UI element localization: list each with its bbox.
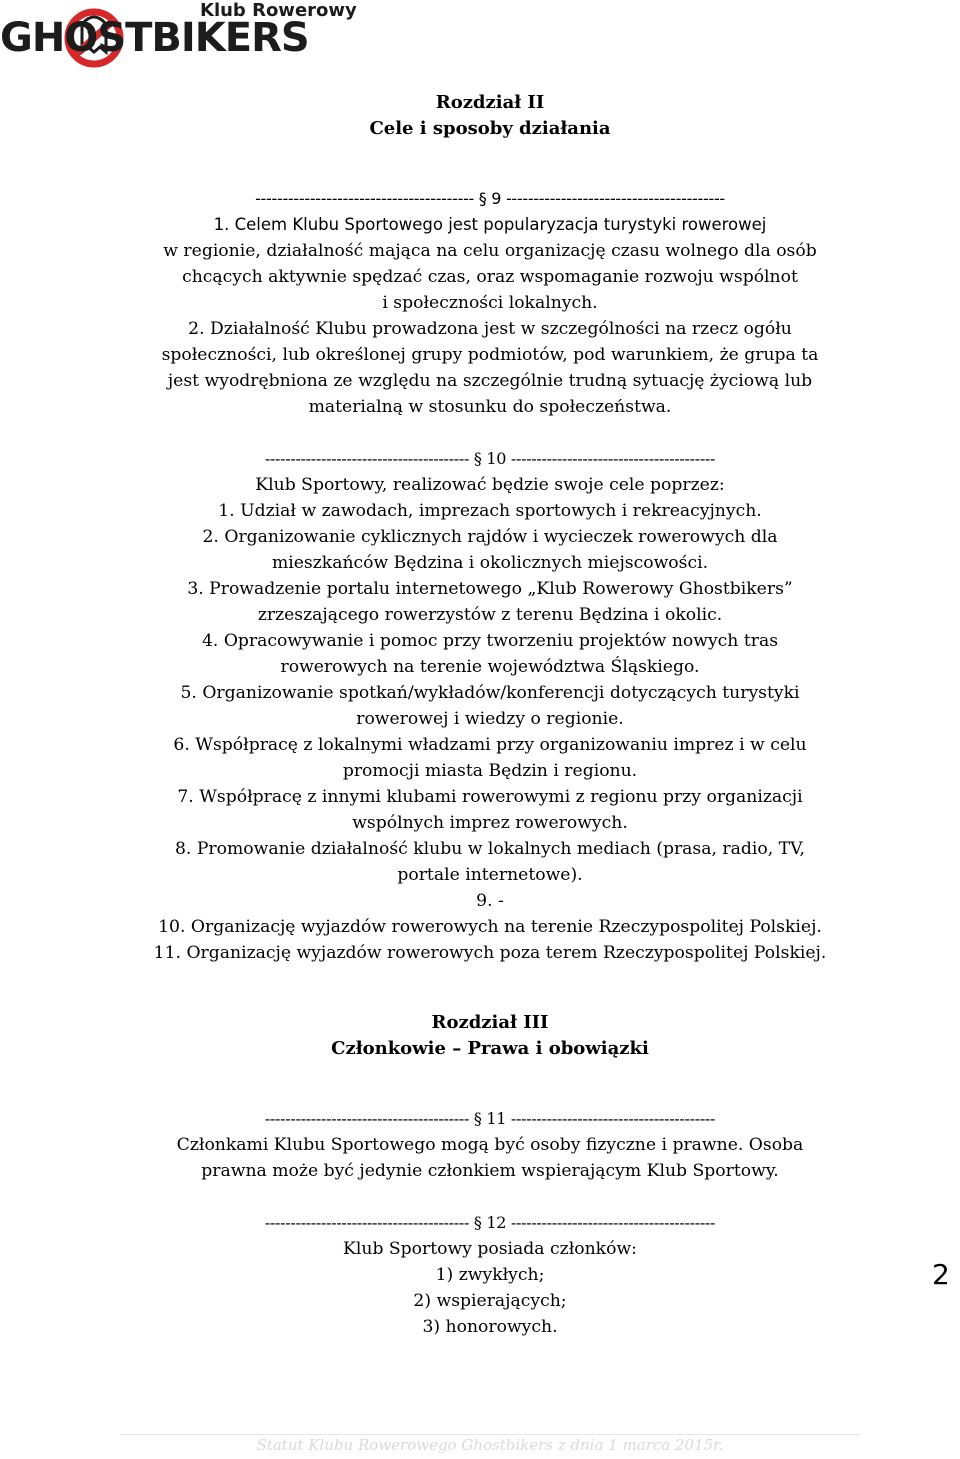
s10-line: 11. Organizację wyjazdów rowerowych poza terem Rzeczypospolitej Polskiej. [153, 943, 827, 963]
s10-line: 1. Udział w zawodach, imprezach sportowych i rekreacyjnych. [218, 501, 762, 521]
s10-line: portale internetowe). [397, 865, 583, 885]
s10-line: 3. Prowadzenie portalu internetowego „Klub Rowerowy Ghostbikers” [187, 579, 793, 599]
s9-p2-line: społeczności, lub określonej grupy podmiotów, pod warunkiem, że grupa ta [161, 345, 819, 365]
s9-p1-line: chcących aktywnie spędzać czas, oraz wspomaganie rozwoju wspólnot [182, 267, 798, 287]
s10-line: mieszkańców Będzina i okolicznych miejscowości. [271, 553, 709, 573]
s9-p1-line: 1. Celem Klubu Sportowego jest popularyzacja turystyki rowerowej [213, 215, 767, 234]
chapter-3-subtitle: Członkowie – Prawa i obowiązki [331, 1038, 649, 1059]
s12-line: Klub Sportowy posiada członków: [343, 1239, 637, 1259]
section-9-separator: ---------------------------------------- § 9 ---------------------------------------- [255, 189, 725, 208]
logo-wordmark: GHOSTBIKERS [0, 15, 309, 61]
s10-line: 6. Współpracę z lokalnymi władzami przy organizowaniu imprez i w celu [173, 735, 807, 755]
s10-line: Klub Sportowy, realizować będzie swoje cele poprzez: [255, 475, 725, 495]
chapter-2-subtitle: Cele i sposoby działania [369, 118, 611, 139]
s10-line: zrzeszającego rowerzystów z terenu Będzina i okolic. [257, 605, 723, 625]
s11-line: prawna może być jedynie członkiem wspierającym Klub Sportowy. [201, 1161, 779, 1181]
section-10-separator: ---------------------------------------- § 10 ---------------------------------------- [264, 449, 716, 468]
s10-line: rowerowej i wiedzy o regionie. [356, 709, 624, 729]
footer-divider [120, 1434, 860, 1435]
s10-line: rowerowych na terenie województwa Śląskiego. [280, 657, 700, 677]
s12-line: 3) honorowych. [422, 1317, 558, 1337]
s10-line: 9. - [476, 891, 504, 911]
s9-p1-line: w regionie, działalność mająca na celu organizację czasu wolnego dla osób [163, 241, 817, 261]
chapter-2-title: Rozdział II [435, 92, 545, 113]
s10-line: 10. Organizację wyjazdów rowerowych na terenie Rzeczypospolitej Polskiej. [158, 917, 822, 937]
section-11-separator: ---------------------------------------- § 11 ---------------------------------------- [264, 1109, 716, 1128]
s10-line: wspólnych imprez rowerowych. [352, 813, 628, 833]
s9-p2-line: jest wyodrębniona ze względu na szczególnie trudną sytuację życiową lub [167, 371, 813, 391]
s10-line: 2. Organizowanie cyklicznych rajdów i wycieczek rowerowych dla [202, 527, 778, 547]
page-number: 2 [932, 1258, 950, 1291]
s9-p2-line: materialną w stosunku do społeczeństwa. [308, 397, 672, 417]
club-logo [0, 0, 370, 72]
s10-line: 4. Opracowywanie i pomoc przy tworzeniu projektów nowych tras [201, 631, 779, 651]
s11-line: Członkami Klubu Sportowego mogą być osoby fizyczne i prawne. Osoba [176, 1135, 804, 1155]
s9-p1-line: i społeczności lokalnych. [382, 293, 598, 313]
section-10-list [110, 472, 870, 966]
page-footer: Statut Klubu Rowerowego Ghostbikers z dnia 1 marca 2015r. [256, 1436, 724, 1454]
s10-line: 5. Organizowanie spotkań/wykładów/konferencji dotyczących turystyki [180, 683, 800, 703]
document-body [110, 90, 870, 1340]
s10-line: 8. Promowanie działalność klubu w lokalnych mediach (prasa, radio, TV, [175, 839, 805, 859]
section-12-separator: ---------------------------------------- § 12 ---------------------------------------- [264, 1213, 716, 1232]
s10-line: 7. Współpracę z innymi klubami rowerowymi z regionu przy organizacji [177, 787, 803, 807]
s12-line: 1) zwykłych; [435, 1265, 545, 1285]
chapter-3-title: Rozdział III [431, 1012, 549, 1033]
s9-p2-line: 2. Działalność Klubu prowadzona jest w szczególności na rzecz ogółu [188, 319, 792, 339]
s10-line: promocji miasta Będzin i regionu. [342, 761, 638, 781]
s12-line: 2) wspierających; [413, 1291, 567, 1311]
logo-subtitle: Klub Rowerowy [200, 0, 357, 21]
